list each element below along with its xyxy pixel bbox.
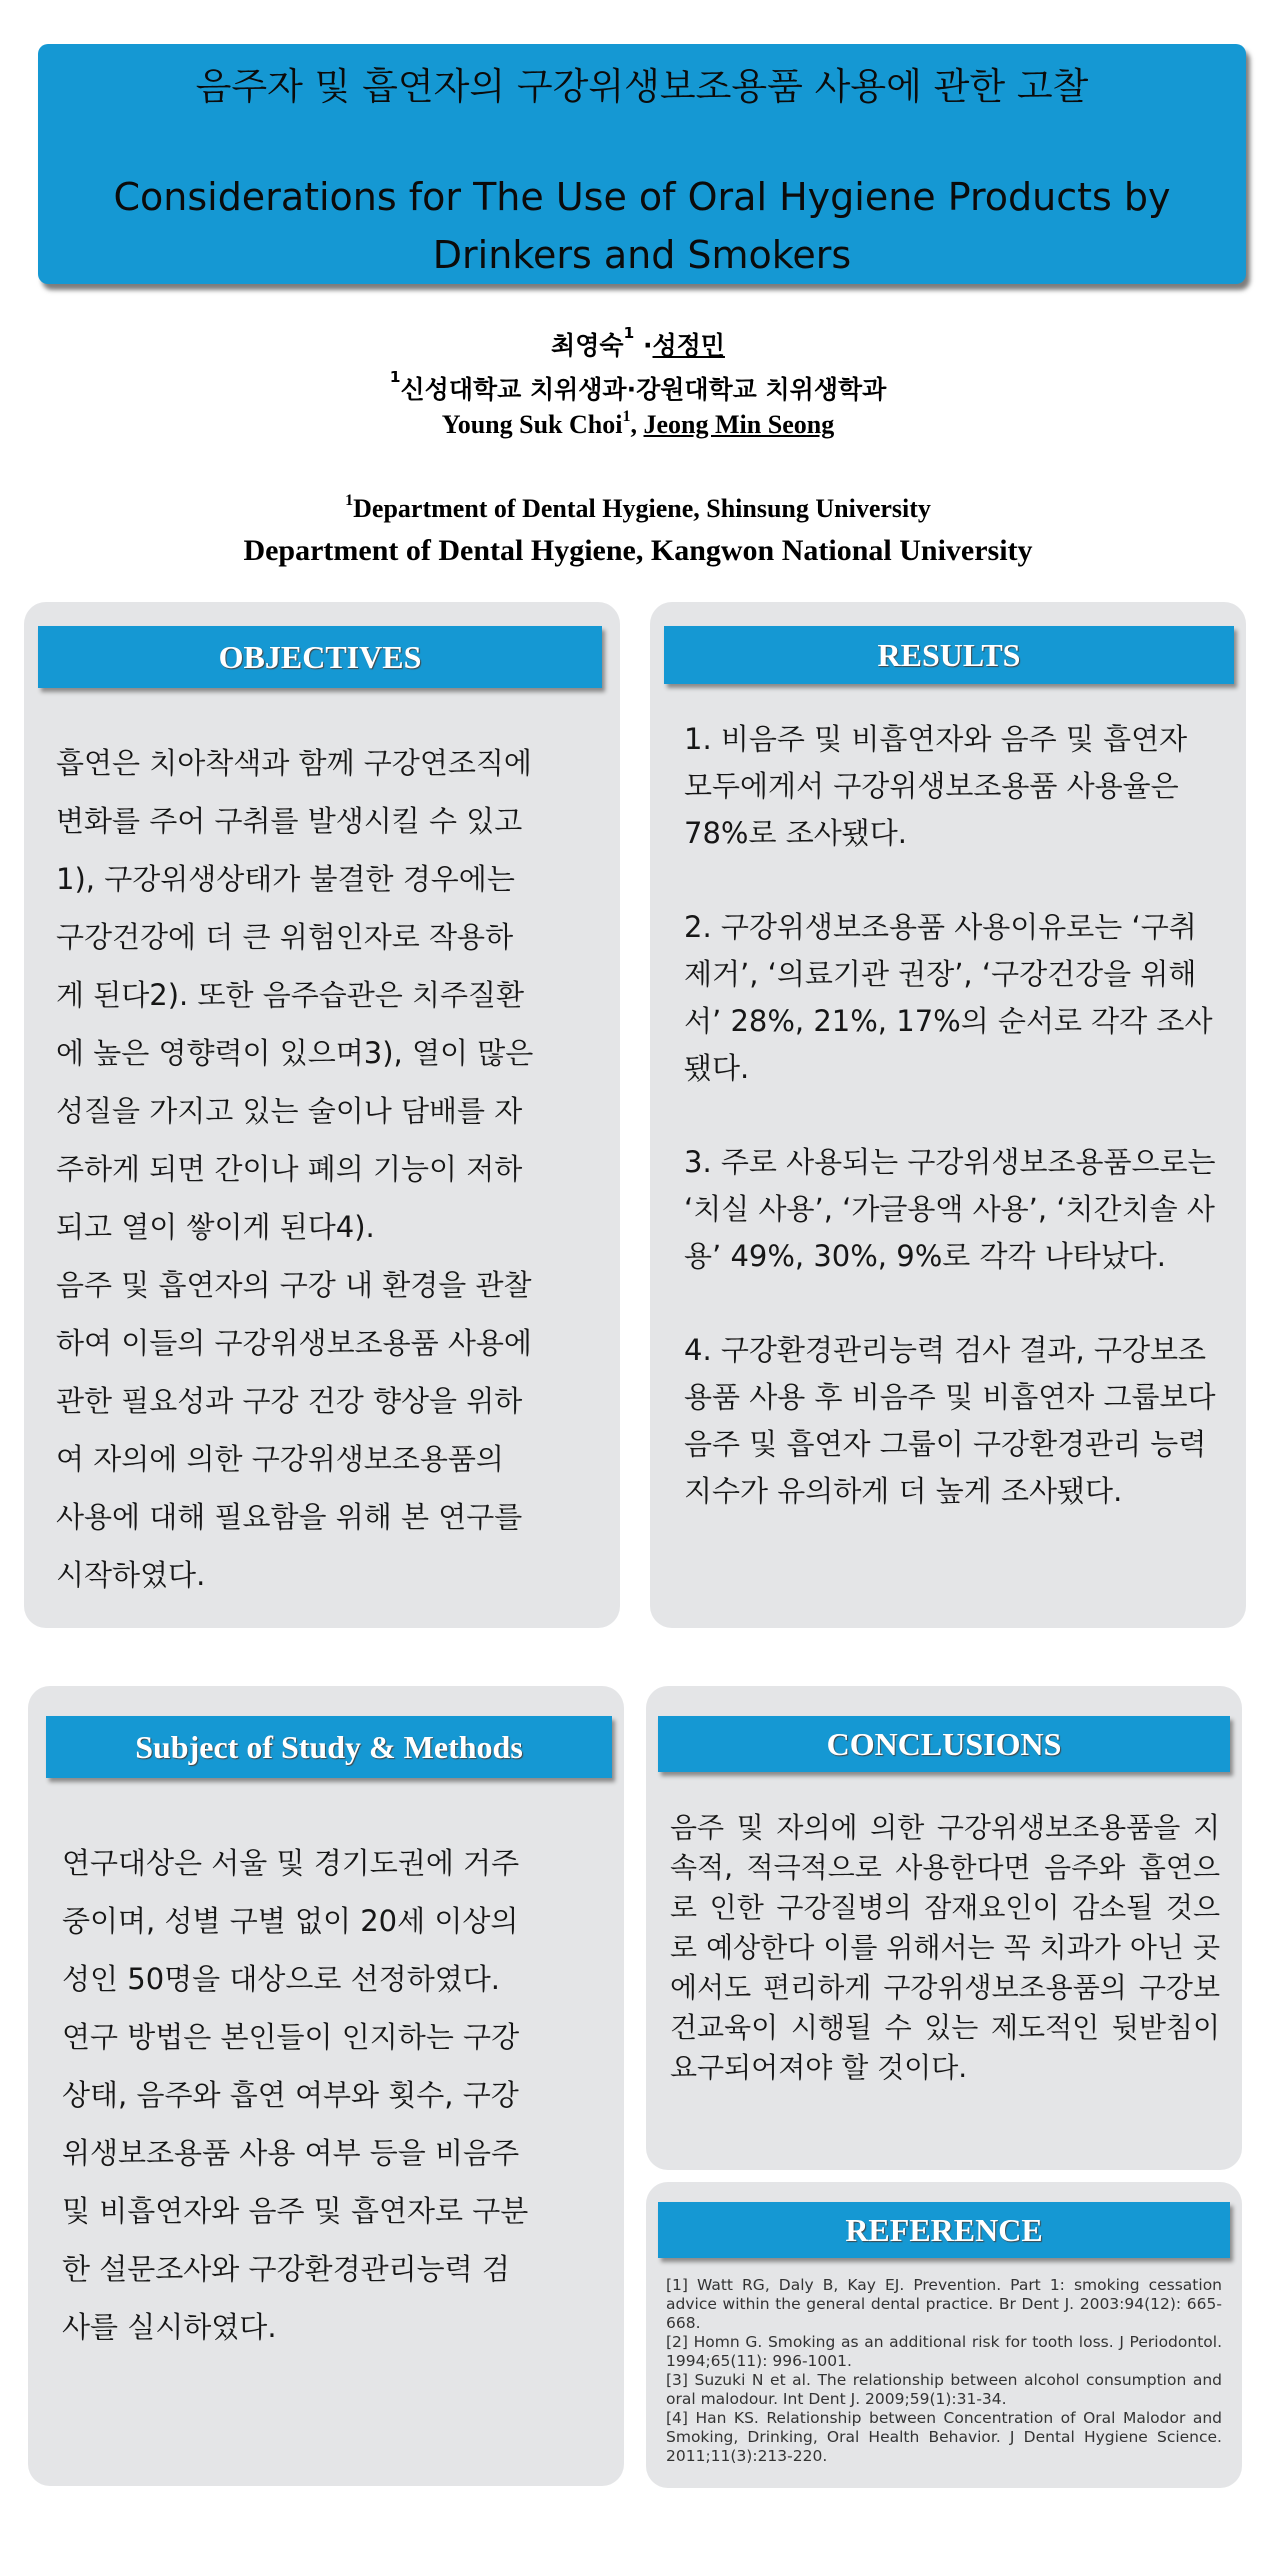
objectives-line: 변화를 주어 구취를 발생시킬 수 있고: [56, 804, 523, 838]
methods-text: [62, 1834, 624, 2356]
result-item-1: 1. 비음주 및 비흡연자와 음주 및 흡연자 모두에게서 구강위생보조용품 사용율은 78%로 조사됐다.: [684, 722, 1188, 850]
objectives-line: 에 높은 영향력이 있으며3), 열이 많은: [56, 1036, 534, 1070]
reference-list: [666, 2276, 1222, 2466]
objectives-line: 흡연은 치아착색과 함께 구강연조직에: [56, 746, 532, 780]
objectives-line: 1), 구강위생상태가 불결한 경우에는: [56, 862, 515, 896]
affiliation-english-1: [0, 494, 1276, 524]
objectives-line: 관한 필요성과 구강 건강 향상을 위하: [56, 1384, 523, 1418]
conclusions-heading: CONCLUSIONS: [658, 1716, 1230, 1772]
author1-korean: 최영숙: [551, 331, 624, 360]
affiliation-english-1-sup: 1: [345, 492, 354, 509]
methods-heading: Subject of Study & Methods: [46, 1716, 612, 1778]
objectives-line: 사용에 대해 필요함을 위해 본 연구를: [56, 1500, 523, 1534]
author-separator-english: ,: [630, 410, 644, 439]
methods-line: 중이며, 성별 구별 없이 20세 이상의: [62, 1904, 519, 1938]
result-item-3: 3. 주로 사용되는 구강위생보조용품으로는 ‘치실 사용’, ‘가글용액 사용’, ‘치간치솔 사용’ 49%, 30%, 9%로 각각 나타났다.: [684, 1145, 1216, 1273]
objectives-line: 시작하였다.: [56, 1558, 206, 1592]
objectives-line: 하여 이들의 구강위생보조용품 사용에: [56, 1326, 532, 1360]
objectives-line: 여 자의에 의한 구강위생보조용품의: [56, 1442, 504, 1476]
reference-item-4: [4] Han KS. Relationship between Concentration of Oral Malodor and Smoking, Drinking, Oral Health Behavior. J Dental Hygiene Science. 2011;11(3):213-220.: [666, 2409, 1222, 2465]
author2-english: Jeong Min Seong: [643, 410, 835, 439]
affiliation-korean-text: 신성대학교 치위생과·강원대학교 치위생학과: [400, 375, 887, 404]
title-banner: [38, 44, 1246, 284]
conclusions-text: 음주 및 자의에 의한 구강위생보조용품을 지속적, 적극적으로 사용한다면 음주와 흡연으로 인한 구강질병의 잠재요인이 감소될 것으로 예상한다 이를 위해서는 꼭 치과가 아닌 곳에서도 편리하게 구강위생보조용품의 구강보건교육이 시행될 수 있는 제도적인 뒷받침이 요구되어져야 할 것이다.: [670, 1811, 1220, 2084]
reference-heading: REFERENCE: [658, 2202, 1230, 2258]
title-english-text: Considerations for The Use of Oral Hygiene Products by Drinkers and Smokers: [113, 175, 1171, 277]
reference-item-3: [3] Suzuki N et al. The relationship between alcohol consumption and oral malodour. Int Dent J. 2009;59(1):31-34.: [666, 2371, 1222, 2408]
objectives-line: 되고 열이 쌓이게 된다4).: [56, 1210, 375, 1244]
affiliation-korean: [0, 370, 1276, 406]
title-korean: 음주자 및 흡연자의 구강위생보조용품 사용에 관한 고찰: [195, 65, 1089, 108]
results-text: [684, 716, 1218, 1515]
methods-line: 한 설문조사와 구강환경관리능력 검: [62, 2252, 510, 2286]
author-separator-korean: ·: [634, 331, 653, 360]
author2-korean: 성정민: [652, 331, 725, 360]
authors-korean: [0, 326, 1276, 362]
reference-panel: [646, 2182, 1242, 2488]
conclusions-panel: [646, 1686, 1242, 2170]
objectives-line: 음주 및 흡연자의 구강 내 환경을 관찰: [56, 1268, 532, 1302]
methods-line: 성인 50명을 대상으로 선정하였다.: [62, 1962, 500, 1996]
methods-line: 상태, 음주와 흡연 여부와 횟수, 구강: [62, 2078, 519, 2112]
objectives-panel: [24, 602, 620, 1628]
affiliation-korean-sup: 1: [389, 368, 401, 386]
authors-english: [0, 410, 1276, 440]
methods-line: 사를 실시하였다.: [62, 2310, 277, 2344]
objectives-line: 주하게 되면 간이나 폐의 기능이 저하: [56, 1152, 523, 1186]
affiliation-english-1-text: Department of Dental Hygiene, Shinsung University: [353, 494, 931, 523]
objectives-text: [56, 734, 616, 1604]
author1-english: Young Suk Choi: [441, 410, 623, 439]
reference-item-2: [2] Homn G. Smoking as an additional risk for tooth loss. J Periodontol. 1994;65(11): 996-1001.: [666, 2333, 1222, 2370]
methods-line: 연구대상은 서울 및 경기도권에 거주: [62, 1846, 520, 1880]
author1-korean-sup: 1: [623, 324, 635, 342]
title-english: [38, 168, 1246, 284]
results-heading: RESULTS: [664, 626, 1234, 684]
results-panel: [650, 602, 1246, 1628]
author1-english-sup: 1: [622, 408, 631, 425]
methods-line: 연구 방법은 본인들이 인지하는 구강: [62, 2020, 520, 2054]
objectives-line: 게 된다2). 또한 음주습관은 치주질환: [56, 978, 525, 1012]
result-item-4: 4. 구강환경관리능력 검사 결과, 구강보조 용품 사용 후 비음주 및 비흡연자 그룹보다 음주 및 흡연자 그룹이 구강환경관리 능력지수가 유의하게 더 높게 조사됐다.: [684, 1333, 1216, 1508]
affiliation-english-2: Department of Dental Hygiene, Kangwon National University: [243, 534, 1033, 567]
result-item-2: 2. 구강위생보조용품 사용이유로는 ‘구취 제거’, ‘의료기관 권장’, ‘구강건강을 위해서’ 28%, 21%, 17%의 순서로 각각 조사됐다.: [684, 910, 1213, 1085]
objectives-line: 성질을 가지고 있는 술이나 담배를 자: [56, 1094, 523, 1128]
objectives-heading: OBJECTIVES: [38, 626, 602, 688]
reference-item-1: [1] Watt RG, Daly B, Kay EJ. Prevention. Part 1: smoking cessation advice within the general dental practice. Br Dent J. 2003:94(12): 665-668.: [666, 2276, 1222, 2332]
methods-line: 및 비흡연자와 음주 및 흡연자로 구분: [62, 2194, 529, 2228]
methods-line: 위생보조용품 사용 여부 등을 비음주: [62, 2136, 520, 2170]
objectives-line: 구강건강에 더 큰 위험인자로 작용하: [56, 920, 514, 954]
methods-panel: [28, 1686, 624, 2486]
